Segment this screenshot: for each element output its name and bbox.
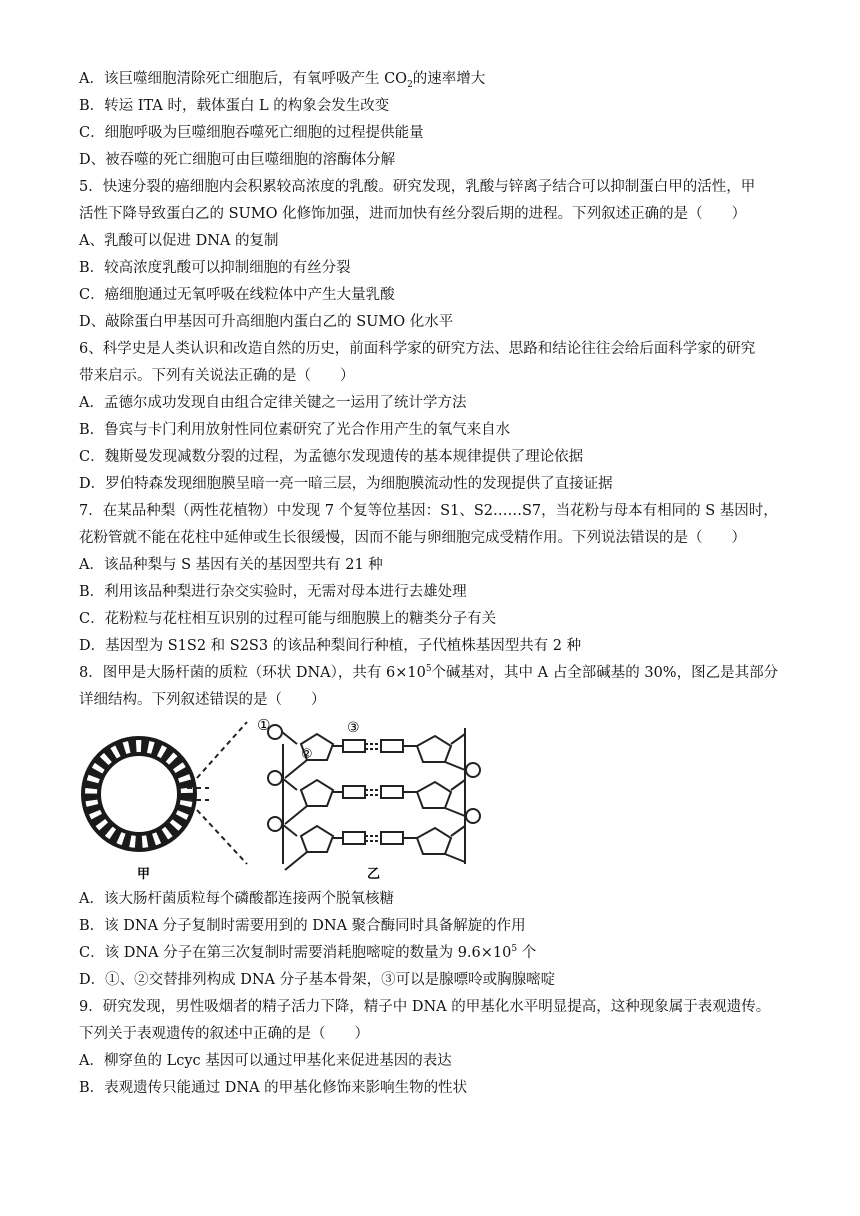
q7-option-d: D．基因型为 S1S2 和 S2S3 的该品种梨间行种植，子代植株基因型共有 2 种 xyxy=(79,638,582,654)
right-backbone xyxy=(417,728,480,864)
q9-option-b: B．表观遗传只能通过 DNA 的甲基化修饰来影响生物的性状 xyxy=(79,1080,468,1096)
q8-option-c: C．该 DNA 分子在第三次复制时需要消耗胞嘧啶的数量为 $9.6\times 10^5$ 个 xyxy=(79,944,537,961)
q9-stem-cont: 下列关于表观遗传的叙述中正确的是（ ） xyxy=(79,1026,369,1042)
q6-option-a: A．孟德尔成功发现自由组合定律关键之一运用了统计学方法 xyxy=(79,395,467,411)
q4-option-c: C．细胞呼吸为巨噬细胞吞噬死亡细胞的过程提供能量 xyxy=(79,125,424,141)
q7-option-a: A．该品种梨与 S 基因有关的基因型共有 21 种 xyxy=(79,557,383,573)
q4-option-a: A．该巨噬细胞清除死亡细胞后，有氧呼吸产生 $CO_2$的速率增大 xyxy=(79,71,486,90)
q4-option-d: D、被吞噬的死亡细胞可由巨噬细胞的溶酶体分解 xyxy=(79,152,396,168)
q6-stem: 6、科学史是人类认识和改造自然的历史，前面科学家的研究方法、思路和结论往往会给后面科学家的研究 xyxy=(79,341,756,357)
q4-option-b: B．转运 ITA 时，载体蛋白 L 的构象会发生改变 xyxy=(79,98,390,114)
label-yi: 乙 xyxy=(367,867,381,882)
q7-stem: 7．在某品种梨（两性花植物）中发现 7 个复等位基因：S1、S2……S7，当花粉与母本有相同的 S 基因时， xyxy=(79,503,778,519)
q8-stem: 8．图甲是大肠杆菌的质粒（环状 DNA），共有 $6\times 10^5$个碱基对，其中 A 占全部碱基的 30%，图乙是其部分 xyxy=(79,664,779,681)
marker-3: ③ xyxy=(347,720,360,736)
marker-1: ① xyxy=(257,716,271,734)
q5-option-d: D、敲除蛋白甲基因可升高细胞内蛋白乙的 SUMO 化水平 xyxy=(79,314,454,330)
q8-option-b: B．该 DNA 分子复制时需要用到的 DNA 聚合酶同时具备解旋的作用 xyxy=(79,918,526,934)
q6-option-c: C．魏斯曼发现减数分裂的过程，为孟德尔发现遗传的基本规律提供了理论依据 xyxy=(79,449,584,465)
q8-option-a: A．该大肠杆菌质粒每个磷酸都连接两个脱氧核糖 xyxy=(79,891,394,907)
label-jia: 甲 xyxy=(137,867,151,882)
q7-option-c: C．花粉粒与花柱相互识别的过程可能与细胞膜上的糖类分子有关 xyxy=(79,611,497,627)
q7-option-b: B．利用该品种梨进行杂交实验时，无需对母本进行去雄处理 xyxy=(79,584,467,600)
q9-option-a: A．柳穿鱼的 Lcyc 基因可以通过甲基化来促进基因的表达 xyxy=(79,1053,452,1069)
question-page xyxy=(79,66,791,1102)
q8-stem-cont: 详细结构。下列叙述错误的是（ ） xyxy=(79,692,326,708)
dna-diagram-svg xyxy=(79,714,499,886)
dna-figure xyxy=(79,714,791,886)
q5-option-a: A、乳酸可以促进 DNA 的复制 xyxy=(79,233,279,249)
q5-stem-cont: 活性下降导致蛋白乙的 SUMO 化修饰加强，进而加快有丝分裂后期的进程。下列叙述正确的是（ ） xyxy=(79,206,747,222)
marker-2: ② xyxy=(301,747,313,762)
q9-stem: 9．研究发现，男性吸烟者的精子活力下降，精子中 DNA 的甲基化水平明显提高，这种现象属于表观遗传。 xyxy=(79,999,771,1015)
q5-option-c: C．癌细胞通过无氧呼吸在线粒体中产生大量乳酸 xyxy=(79,287,395,303)
q5-stem: 5．快速分裂的癌细胞内会积累较高浓度的乳酸。研究发现，乳酸与锌离子结合可以抑制蛋白甲的活性，甲 xyxy=(79,179,756,195)
plasmid-ring xyxy=(83,738,195,850)
q5-option-b: B．较高浓度乳酸可以抑制细胞的有丝分裂 xyxy=(79,260,351,276)
q6-stem-cont: 带来启示。下列有关说法正确的是（ ） xyxy=(79,368,355,384)
q6-option-d: D．罗伯特森发现细胞膜呈暗一亮一暗三层，为细胞膜流动性的发现提供了直接证据 xyxy=(79,476,613,492)
q8-option-d: D．①、②交替排列构成 DNA 分子基本骨架，③可以是腺嘌呤或胸腺嘧啶 xyxy=(79,972,556,988)
q6-option-b: B．鲁宾与卡门利用放射性同位素研究了光合作用产生的氧气来自水 xyxy=(79,422,511,438)
base-pairs xyxy=(333,740,417,844)
q7-stem-cont: 花粉管就不能在花柱中延伸或生长很缓慢，因而不能与卵细胞完成受精作用。下列说法错误的是（ ） xyxy=(79,530,746,546)
